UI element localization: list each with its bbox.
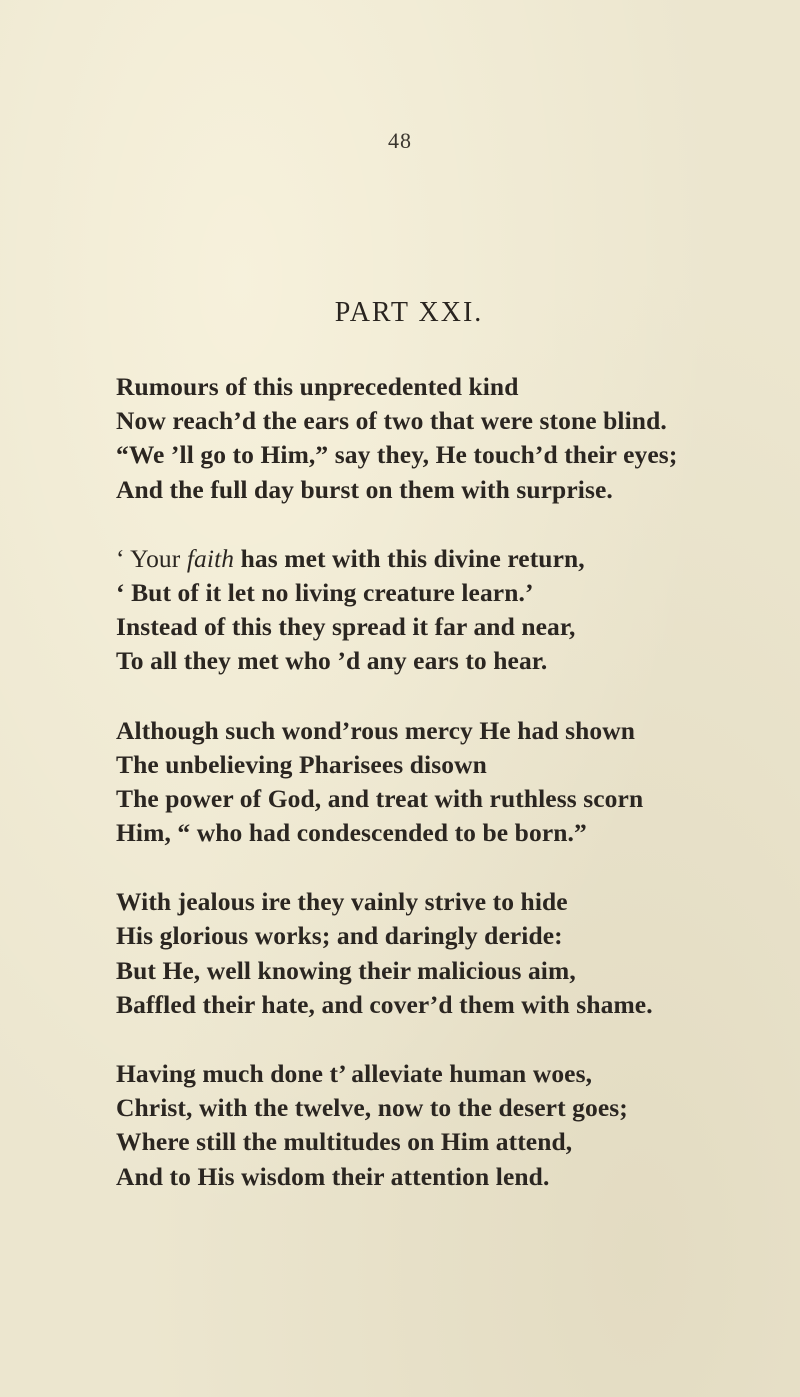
- poem-line: Christ, with the twelve, now to the desert goes;: [116, 1093, 628, 1123]
- poem-line: Now reach’d the ears of two that were stone blind.: [116, 406, 667, 436]
- poem-line: ‘ Your faith has met with this divine return,: [116, 543, 585, 573]
- poem-line: And the full day burst on them with surprise.: [116, 474, 613, 504]
- poem-line: To all they met who ’d any ears to hear.: [116, 646, 548, 676]
- poem-line: The power of God, and treat with ruthless scorn: [116, 783, 644, 813]
- stanza-3: [116, 714, 796, 851]
- poem-line: But He, well knowing their malicious aim,: [116, 955, 576, 985]
- stanza-2: [116, 542, 796, 679]
- poem-line: Instead of this they spread it far and near,: [116, 612, 576, 642]
- poem-line: Him, “ who had condescended to be born.”: [116, 818, 587, 848]
- page-number: 48: [388, 128, 412, 153]
- poem-line: Having much done t’ alleviate human woes,: [116, 1059, 593, 1088]
- poem-line: ‘ But of it let no living creature learn.’: [116, 577, 534, 607]
- stanza-5: [116, 1057, 796, 1194]
- part-title: PART XXI.: [334, 297, 484, 328]
- poem-line: Where still the multitudes on Him attend,: [116, 1127, 573, 1157]
- poem-line: Although such wond’rous mercy He had shown: [116, 715, 636, 745]
- poem-line: Baffled their hate, and cover’d them with shame.: [116, 989, 653, 1019]
- poem-line: “We ’ll go to Him,” say they, He touch’d their eyes;: [116, 440, 678, 470]
- poem: [116, 370, 796, 1229]
- poem-line: And to His wisdom their attention lend.: [116, 1161, 550, 1191]
- poem-line: His glorious works; and daringly deride:: [116, 921, 563, 951]
- stanza-4: [116, 885, 796, 1022]
- poem-line: The unbelieving Pharisees disown: [116, 749, 487, 779]
- poem-line: With jealous ire they vainly strive to hide: [116, 887, 568, 917]
- stanza-1: [116, 370, 796, 507]
- poem-line: Rumours of this unprecedented kind: [116, 372, 519, 401]
